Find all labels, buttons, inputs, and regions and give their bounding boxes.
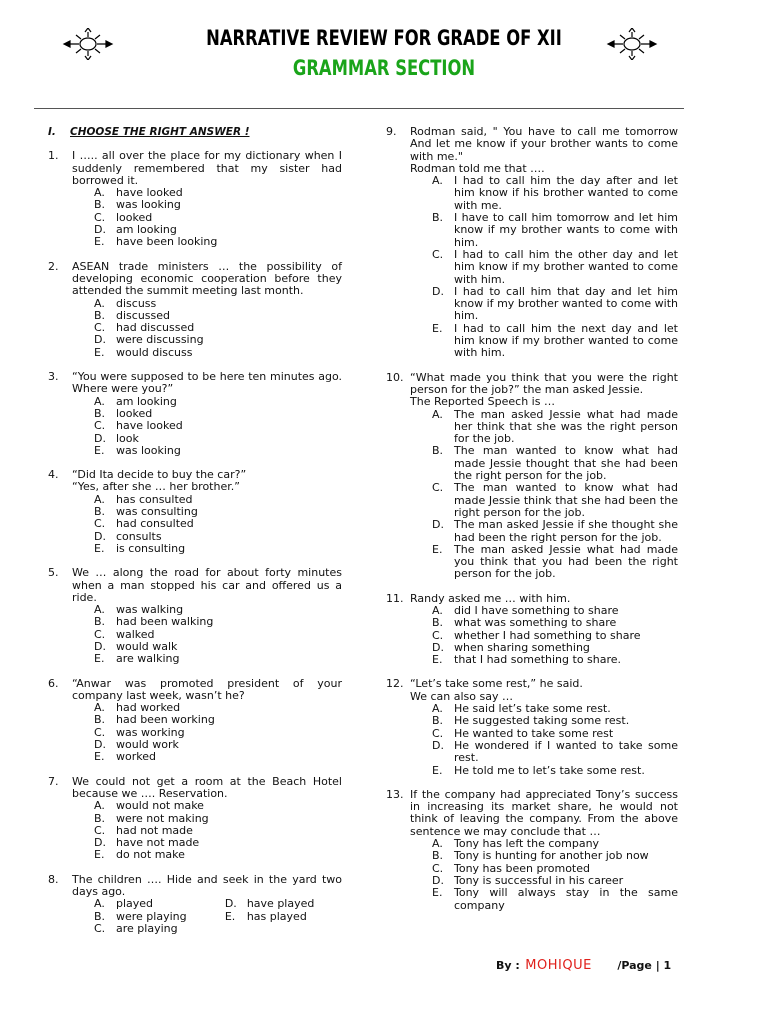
option-letter: E. (432, 763, 443, 777)
answer-options (94, 898, 342, 935)
section-instruction (48, 126, 342, 138)
option-text: He told me to let’s take some rest. (454, 763, 645, 777)
answer-option (94, 653, 342, 665)
option-letter: D. (432, 518, 444, 532)
option-letter: C. (94, 419, 106, 433)
option-letter: E. (432, 542, 443, 556)
option-letter: B. (432, 211, 444, 225)
option-text: are playing (116, 921, 178, 935)
option-text: had consulted (116, 517, 194, 531)
section-instruction-text: CHOOSE THE RIGHT ANSWER ! (70, 126, 250, 138)
answer-option (94, 923, 225, 935)
option-letter: D. (94, 738, 106, 752)
option-letter: E. (224, 909, 236, 923)
question-number: 13. (386, 787, 404, 801)
option-letter: B. (94, 198, 106, 212)
answer-option (432, 482, 678, 519)
option-letter: C. (94, 321, 106, 335)
option-text: am looking (116, 223, 177, 237)
question-text: If the company had appreciated Tony’s success in increasing its market share, he would not think of leaving the company. From the above sentence we may conclude that … (410, 787, 678, 838)
question-text: We can also say … (410, 689, 513, 703)
option-text: have played (246, 897, 315, 911)
answer-option-row (94, 923, 342, 935)
question-text: “Anwar was promoted president of your company last week, wasn’t he? (72, 676, 342, 702)
answer-options (432, 703, 678, 777)
option-text: am looking (116, 394, 177, 408)
option-text: looked (116, 406, 153, 420)
option-text: He said let’s take some rest. (454, 702, 611, 716)
question-item (48, 567, 342, 665)
answer-option (432, 249, 678, 286)
question-number: 7. (48, 774, 59, 788)
question-number: 9. (386, 125, 397, 138)
option-text: Tony has been promoted (454, 861, 590, 875)
option-letter: D. (432, 284, 444, 298)
question-number: 8. (48, 872, 59, 886)
option-letter: B. (94, 615, 106, 629)
option-letter: E. (432, 321, 443, 335)
option-letter: C. (432, 247, 444, 261)
option-text: is consulting (116, 541, 186, 555)
option-letter: D. (94, 836, 106, 850)
answer-option (432, 765, 678, 777)
section-number: I. (48, 126, 56, 138)
option-letter: D. (94, 333, 106, 347)
option-letter: A. (432, 837, 443, 851)
answer-options (94, 702, 342, 763)
option-letter: A. (432, 702, 443, 716)
question-stem (410, 678, 678, 703)
option-text: were discussing (116, 333, 204, 347)
question-item (48, 371, 342, 457)
answer-option (432, 212, 678, 249)
option-text: have looked (116, 419, 183, 433)
sun-ornament-icon (604, 28, 660, 60)
question-number: 11. (386, 591, 404, 605)
option-letter: A. (94, 296, 105, 310)
question-text: We could not get a room at the Beach Hotel because we …. Reservation. (72, 774, 342, 800)
question-item (386, 126, 678, 360)
option-text: were playing (116, 909, 187, 923)
question-stem (72, 261, 342, 298)
option-text: whether I had something to share (454, 628, 641, 642)
option-text: The man wanted to know what had made Jessie thought that she had been the right person for the job. (454, 444, 678, 483)
option-letter: A. (94, 897, 105, 911)
option-text: has played (246, 909, 307, 923)
option-letter: D. (94, 639, 106, 653)
option-text: had been working (116, 713, 215, 727)
answer-option (432, 887, 678, 912)
question-text: Rodman said, " You have to call me tomorrow And let me know if your brother wants to come with me." (410, 125, 678, 163)
answer-option (94, 445, 342, 457)
option-text: I had to call him the day after and let him know if his brother wanted to come with me. (454, 174, 678, 212)
question-text: “Yes, after she … her brother.” (72, 480, 240, 494)
option-text: when sharing something (454, 640, 590, 654)
option-letter: A. (432, 603, 443, 617)
answer-option (94, 347, 342, 359)
option-text: I have to call him tomorrow and let him know if my brother wants to come with him. (454, 211, 678, 249)
option-text: look (116, 431, 139, 445)
answer-option (432, 519, 678, 544)
question-item (386, 789, 678, 912)
option-letter: C. (94, 921, 106, 935)
footer-page-number: /Page | 1 (617, 959, 672, 972)
option-text: was walking (116, 603, 184, 617)
option-text: would discuss (116, 345, 193, 359)
question-text: “What made you think that you were the right person for the job?” the man asked Jessie. (410, 370, 678, 396)
question-item (386, 372, 678, 581)
option-letter: C. (94, 627, 106, 641)
option-letter: E. (94, 848, 105, 862)
question-text: We … along the road for about forty minutes when a man stopped his car and offered us a ride. (72, 566, 342, 604)
option-letter: E. (94, 235, 105, 249)
option-letter: C. (94, 823, 106, 837)
question-stem (410, 126, 678, 175)
option-text: The man wanted to know what had made Jessie think that she had been the right person for the job. (454, 481, 678, 519)
option-text: walked (116, 627, 155, 641)
option-text: would walk (116, 639, 178, 653)
option-text: had worked (116, 701, 181, 715)
option-letter: A. (94, 603, 105, 617)
answer-options (94, 494, 342, 555)
option-letter: C. (94, 517, 106, 531)
option-text: what was something to share (454, 616, 617, 630)
answer-option (94, 751, 342, 763)
option-letter: B. (94, 505, 106, 519)
page-header (0, 26, 768, 96)
option-letter: B. (432, 714, 444, 728)
question-number: 12. (386, 677, 404, 691)
footer-author: MOHIQUE (525, 958, 592, 973)
question-item (48, 261, 342, 359)
option-letter: C. (94, 725, 106, 739)
question-item (386, 593, 678, 667)
option-letter: C. (432, 726, 444, 740)
option-letter: E. (94, 750, 105, 764)
option-letter: B. (94, 713, 106, 727)
option-letter: A. (94, 799, 105, 813)
answer-options (432, 175, 678, 359)
answer-options (432, 605, 678, 666)
option-letter: B. (432, 444, 444, 458)
answer-option (94, 543, 342, 555)
option-letter: D. (94, 431, 106, 445)
option-text: consults (116, 529, 162, 543)
question-stem (410, 372, 678, 409)
option-text: have been looking (116, 235, 218, 249)
option-text: was looking (116, 443, 181, 457)
question-item (48, 150, 342, 248)
option-letter: C. (432, 481, 444, 495)
header-divider (34, 108, 684, 109)
option-text: Tony will always stay in the same company (454, 886, 678, 912)
answer-options (94, 187, 342, 248)
option-letter: E. (94, 541, 105, 555)
answer-option (432, 409, 678, 446)
option-letter: B. (432, 849, 444, 863)
option-text: Tony is hunting for another job now (454, 849, 649, 863)
option-text: He wanted to take some rest (454, 726, 614, 740)
question-stem (72, 678, 342, 703)
option-letter: D. (94, 529, 106, 543)
option-text: looked (116, 210, 153, 224)
question-text: The Reported Speech is … (410, 395, 555, 409)
question-text: Rodman told me that …. (410, 161, 545, 175)
answer-option (432, 175, 678, 212)
option-text: I had to call him the other day and let him know if my brother wanted to come with him. (454, 247, 678, 286)
option-text: was looking (116, 198, 181, 212)
question-text: Randy asked me … with him. (410, 591, 571, 605)
question-stem (72, 567, 342, 604)
question-number: 5. (48, 566, 59, 580)
option-letter: D. (432, 873, 444, 887)
option-letter: C. (432, 861, 444, 875)
option-text: had been walking (116, 615, 214, 629)
answer-option (432, 323, 678, 360)
question-item (48, 776, 342, 862)
option-text: Tony has left the company (454, 837, 600, 851)
option-text: discussed (116, 308, 171, 322)
answer-option (94, 849, 342, 861)
answer-options (94, 396, 342, 457)
question-text: The children …. Hide and seek in the yard two days ago. (72, 872, 342, 899)
section-heading: GRAMMAR SECTION (292, 56, 476, 80)
option-text: had not made (116, 823, 193, 837)
question-stem (72, 469, 342, 494)
question-text: “You were supposed to be here ten minutes ago. Where were you?” (72, 370, 342, 396)
question-item (386, 678, 678, 776)
question-item (48, 469, 342, 555)
option-letter: D. (432, 640, 444, 654)
option-text: The man asked Jessie what had made you think that you had been the right person for the job. (454, 542, 678, 581)
answer-options (94, 800, 342, 861)
question-stem (72, 150, 342, 187)
option-letter: A. (94, 394, 105, 408)
option-letter: E. (432, 653, 443, 667)
option-text: that I had something to share. (454, 653, 622, 667)
question-stem (72, 874, 342, 899)
footer-by-label: By : (496, 959, 520, 972)
answer-option (432, 445, 678, 482)
answer-option (432, 740, 678, 765)
option-text: The man asked Jessie if she thought she had been the right person for the job. (454, 518, 678, 544)
option-text: was consulting (116, 505, 198, 519)
option-text: would not make (116, 799, 204, 813)
answer-options (432, 838, 678, 912)
option-letter: E. (94, 345, 105, 359)
option-text: played (116, 897, 154, 911)
page-footer (496, 958, 671, 973)
answer-option (432, 286, 678, 323)
question-text: “Did Ita decide to buy the car?” (72, 468, 247, 482)
option-text: do not make (116, 848, 185, 862)
option-letter: E. (94, 443, 105, 457)
option-letter: E. (94, 652, 105, 666)
question-number: 2. (48, 259, 59, 273)
answer-option (432, 654, 678, 666)
option-letter: C. (94, 210, 106, 224)
option-letter: A. (94, 186, 105, 200)
question-number: 3. (48, 370, 59, 384)
option-text: had discussed (116, 321, 195, 335)
option-text: discuss (116, 296, 157, 310)
answer-options (432, 409, 678, 581)
question-number: 1. (48, 149, 59, 163)
option-letter: D. (94, 223, 106, 237)
option-text: would work (116, 738, 179, 752)
page-title: NARRATIVE REVIEW FOR GRADE OF XII (206, 26, 562, 50)
option-letter: A. (432, 174, 443, 188)
answer-option-cell (225, 923, 342, 935)
option-letter: B. (94, 308, 106, 322)
question-number: 4. (48, 468, 59, 482)
option-letter: A. (94, 492, 105, 506)
question-number: 10. (386, 370, 404, 384)
question-stem (72, 371, 342, 396)
question-text: ASEAN trade ministers … the possibility of developing economic cooperation before they attended the summit meeting last month. (72, 259, 342, 298)
option-letter: B. (94, 811, 106, 825)
option-text: He wondered if I wanted to take some rest. (454, 738, 678, 765)
option-text: I had to call him that day and let him know if my brother wanted to come with him. (454, 284, 678, 323)
option-text: has consulted (116, 492, 193, 506)
option-letter: D. (224, 897, 237, 911)
option-text: He suggested taking some rest. (454, 714, 630, 728)
question-stem (410, 789, 678, 838)
option-letter: A. (432, 407, 443, 421)
option-letter: D. (432, 738, 444, 752)
question-item (48, 874, 342, 935)
option-letter: B. (94, 909, 106, 923)
answer-options (94, 298, 342, 359)
question-stem (72, 776, 342, 801)
option-letter: C. (432, 628, 444, 642)
option-text: have looked (116, 186, 183, 200)
option-letter: E. (432, 886, 443, 900)
answer-option (432, 544, 678, 581)
option-text: was working (116, 725, 185, 739)
question-item (48, 678, 342, 764)
option-text: I had to call him the next day and let him know if my brother wanted to come with him. (454, 321, 678, 360)
option-letter: B. (94, 406, 106, 420)
option-text: did I have something to share (454, 603, 619, 617)
option-letter: B. (432, 616, 444, 630)
answer-option (94, 236, 342, 248)
answer-option-cell (94, 923, 225, 935)
option-text: Tony is successful in his career (454, 873, 624, 887)
question-number: 6. (48, 676, 59, 690)
option-text: The man asked Jessie what had made her think that she was the right person for the job. (454, 407, 678, 446)
answer-option-cell (225, 911, 342, 923)
left-column (48, 126, 342, 947)
option-text: are walking (116, 652, 180, 666)
question-text: I ….. all over the place for my dictionary when I suddenly remembered that my sister had borrowed it. (72, 149, 342, 187)
option-text: have not made (116, 836, 200, 850)
right-column (386, 126, 678, 924)
option-letter: A. (94, 701, 105, 715)
answer-options (94, 604, 342, 665)
option-text: worked (116, 750, 156, 764)
option-text: were not making (116, 811, 209, 825)
answer-option (225, 911, 342, 923)
question-text: “Let’s take some rest,” he said. (410, 677, 583, 691)
